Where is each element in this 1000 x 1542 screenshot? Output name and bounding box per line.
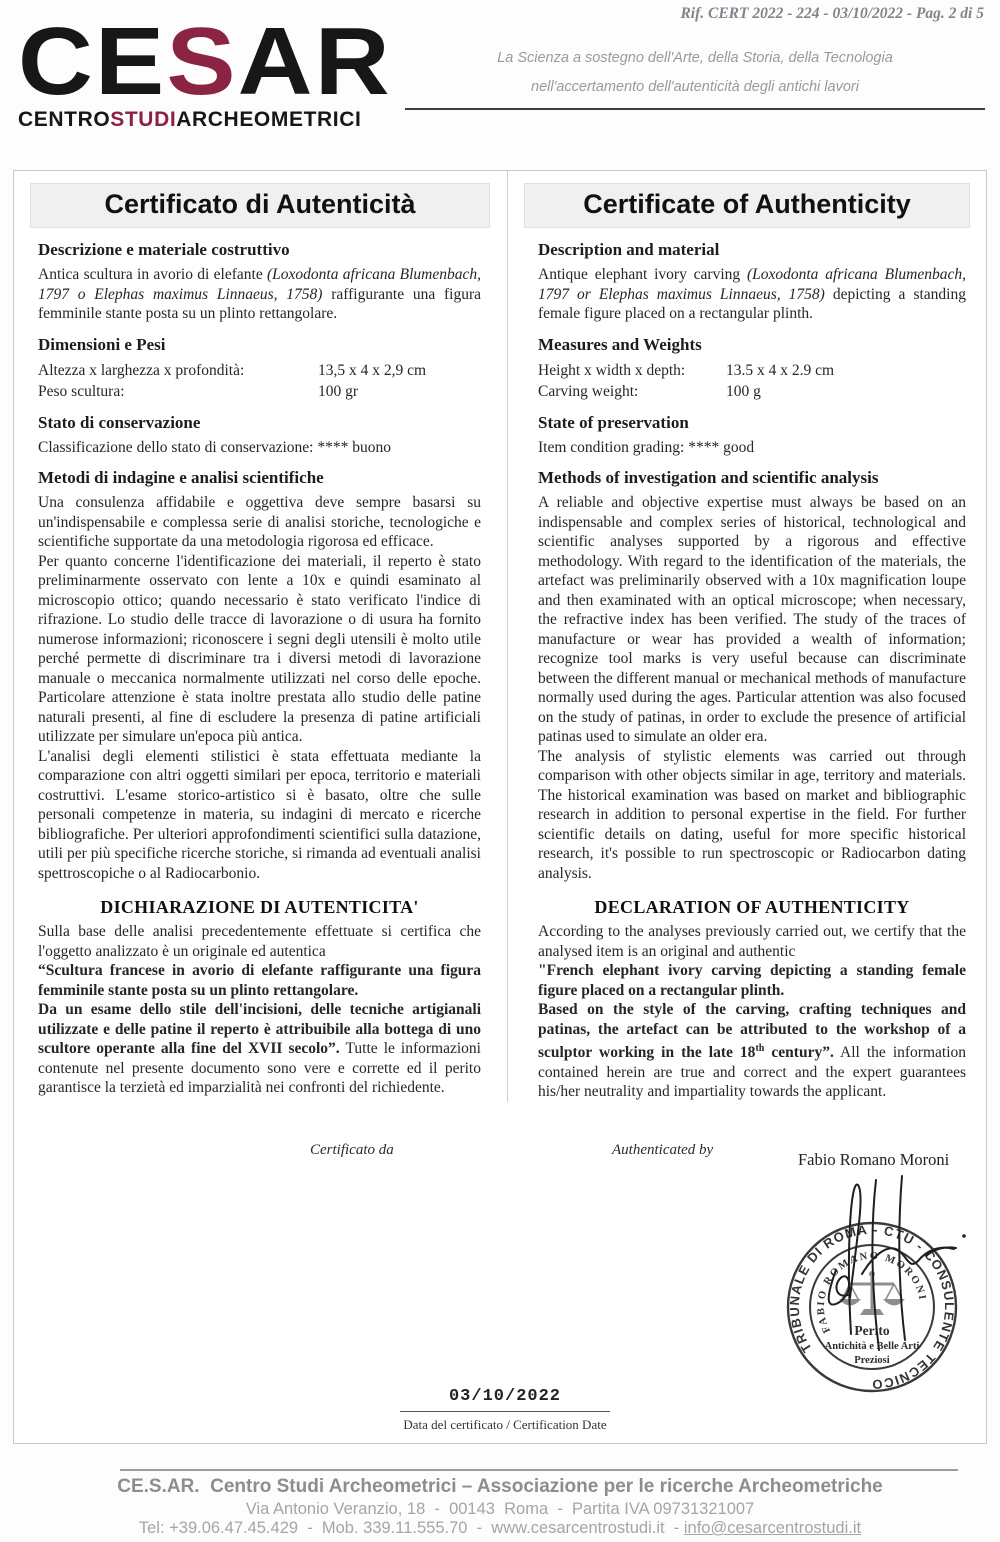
logo-sub-archeometrici: ARCHEOMETRICI [176, 108, 362, 132]
heading-metodi: Metodi di indagine e analisi scientifiche [38, 468, 324, 487]
carving-weight-value: 100 g [726, 382, 761, 400]
signature-scribble [806, 1152, 976, 1372]
paragraph-description: Antique elephant ivory carving (Loxodonta africana Blumenbach, 1797 or Elephas maximus Linnaeus, 1758) depicting a standing female figure placed on a rectangular plinth. [538, 266, 966, 322]
heading-stato: Stato di conservazione [38, 412, 201, 432]
paragraph-declaration-1: According to the analyses previously carried out, we certify that the analysed item is an original and authentic [538, 923, 966, 960]
stamp-title: Perito [854, 1323, 890, 1338]
footer-phone: Tel: +39.06.47.45.429 - Mob. 339.11.555.70 - [138, 1519, 492, 1537]
heading-dichiarazione: DICHIARAZIONE DI AUTENTICITA' [100, 897, 419, 917]
carving-weight-label: Carving weight: [538, 382, 639, 400]
stamp-subtitle: Antichità e Belle Arti [824, 1341, 920, 1352]
certified-by-label: Certificato da [310, 1142, 394, 1158]
paragraph-metodi-1: Una consulenza affidabile e oggettiva deve sempre basarsi su un'indispensabile e complessa serie di analisi storiche, tecnologiche e scientifiche supportate da una metodologia rigorosa ed efficace. [38, 494, 481, 550]
logo-sub-centro: CENTRO [18, 108, 111, 132]
footer-website: www.cesarcentrostudi.it [491, 1519, 665, 1537]
measure-value: 13.5 x 4 x 2.9 cm [726, 361, 835, 379]
two-column-area [14, 171, 986, 1102]
stamp-arc-text: FABIO ROMANO MORONI [815, 1250, 928, 1335]
carving-weight-row [538, 381, 966, 402]
paragraph-declaration-2: "French elephant ivory carving depicting a standing female figure placed on a rectangular plinth. [538, 962, 966, 999]
logo-sub-studi: STUDI [110, 108, 177, 132]
footer-address: Via Antonio Veranzio, 18 - 00143 Roma - Partita IVA 09731321007 [245, 1500, 755, 1518]
tagline-line-2: nell'accertamento dell'autenticità degli antichi lavori [531, 79, 859, 95]
paragraph-metodi-2: Per quanto concerne l'identificazione dei materiali, il reperto è stato preliminarmente osservato con lente a 10x e quindi esaminato al microscopio ottico; quando necessario è stato verificato l'indice di rifrazione. Lo studio delle tracce di lavorazione o di usura ha fornito numerose informazioni; riconoscere i segni degli utensili è molto utile perché permette di discriminare tra i diversi metodi di lavorazione manuale o meccanica normalmente utilizzati nel corso delle epoche. Particolare attenzione è stata inoltre prestata allo studio delle patine naturali presenti, al fine di escludere la presenza di patine artificiali utilizzate per simulare un'epoca più antica. [38, 552, 481, 745]
paragraph-methods-1: A reliable and objective expertise must always be based on an indispensable and complex series of historical, technological and scientific analyses supported by a rigorous and effective methodology. With regard to the identification of the materials, the artefact was preliminarily observed with a 10x magnification loupe and then examinated with an optical microscope; when necessary, the refractive index has been verified. The study of the traces of manufacture or wear has provided a wealth of information; recognize tool marks is very useful because can discriminate between the different manual or mechanical methods of manufacture normally used during the ages. Particular attention was also focused on the study of patinas, in order to exclude the presence of artificial patinas used to simulate an older era. [538, 494, 966, 745]
tagline-line-1: La Scienza a sostegno dell'Arte, della Storia, della Tecnologia [497, 50, 893, 66]
cesar-logo [18, 8, 392, 132]
column-english [508, 171, 986, 1102]
certification-date: 03/10/2022 [448, 1387, 562, 1406]
measure-row [538, 360, 966, 381]
title-italian: Certificato di Autenticità [30, 183, 490, 228]
heading-preservation: State of preservation [538, 412, 689, 432]
logo-part-ar: AR [237, 8, 392, 115]
paragraph-metodi-3: L'analisi degli elementi stilistici è stata effettuata mediante la comparazione con altri oggetti similari per epoca, territorio e materiali costruttivi. L'esame storico-artistico si è basato, oltre che sulle personali competenze in materia, su indagini di mercato e ricerche bibliografiche. Per ulteriori approfondimenti scientifici sulla datazione, utili per più specifiche ricerche storiche, si rimanda ad eventuali analisi spettroscopiche o al Radiocarbonio. [38, 747, 481, 882]
measure-label: Height x width x depth: [538, 361, 686, 379]
paragraph-stato: Classificazione dello stato di conservazione: **** buono [38, 438, 391, 456]
stamp-subtitle-2: Preziosi [854, 1355, 890, 1366]
dimension-row [38, 360, 481, 381]
expert-name: Fabio Romano Moroni [798, 1150, 950, 1169]
weight-label: Peso scultura: [38, 382, 125, 400]
dimension-value: 13,5 x 4 x 2,9 cm [318, 361, 427, 379]
document-reference: Rif. CERT 2022 - 224 - 03/10/2022 - Pag. 2 di 5 [680, 5, 984, 22]
paragraph-dichiarazione-2: “Scultura francese in avorio di elefante raffigurante una figura femminile stante posta su un plinto rettangolare. [38, 962, 481, 999]
date-caption: Data del certificato / Certification Date [403, 1417, 607, 1432]
logo-part-ce: CE [18, 8, 167, 115]
paragraph-dichiarazione-3: Da un esame dello stile dell'incisioni, delle tecniche artigianali utilizzate e delle patine il reperto è attribuibile alla bottega di uno scultore operante alla fine del XVII secolo”. Tutte le informazioni contenute nel presente documento sono vere e corrette ed il perito garantisce la terzietà ed imparzialità nei confronti del richiedente. [38, 1001, 481, 1096]
paragraph-preservation: Item condition grading: **** good [538, 438, 755, 456]
header-tagline [405, 50, 985, 110]
footer-organization: CE.S.AR. Centro Studi Archeometrici – Associazione per le ricerche Archeometriche [117, 1476, 883, 1497]
paragraph-methods-2: The analysis of stylistic elements was carried out through comparison with other objects similar in age, territory and materials. The historical examination was based on market and bibliographic research in addition to personal expertise in the field. For further scientific details on dating, useful for more specific historical research, it's possible to run spectroscopic or Radiocarbon dating analysis. [538, 747, 966, 882]
footer-email-link[interactable]: info@cesarcentrostudi.it [683, 1519, 862, 1537]
heading-measures: Measures and Weights [538, 334, 702, 354]
footer-contacts [0, 1519, 1000, 1538]
paragraph-descrizione: Antica scultura in avorio di elefante (Loxodonta africana Blumenbach, 1797 o Elephas maximus Linnaeus, 1758) raffigurante una figura femminile stante posta su un plinto rettangolare. [38, 266, 481, 322]
heading-descrizione: Descrizione e materiale costruttivo [38, 240, 290, 259]
logo-part-s: S [166, 8, 238, 115]
date-underline [400, 1411, 610, 1412]
stamp-ring-text: TRIBUNALE DI ROMA - CTU - CONSULENTE TECNICO [786, 1221, 958, 1393]
column-italian [14, 171, 508, 1102]
heading-dimensioni: Dimensioni e Pesi [38, 334, 166, 354]
footer-separator: - [664, 1519, 684, 1537]
certificate-body [13, 170, 987, 1444]
weight-value: 100 gr [318, 382, 359, 400]
paragraph-dichiarazione-1: Sulla base delle analisi precedentemente effettuate si certifica che l'oggetto analizzato è un originale ed autentica [38, 923, 481, 960]
paragraph-declaration-3: Based on the style of the carving, crafting techniques and patinas, the artefact can be attributed to the workshop of a sculptor working in the late 18th century”. All the information contained herein are true and correct and the expert guarantees his/her neutrality and impartiality towards the applicant. [538, 1001, 966, 1101]
certification-date-block [330, 1387, 680, 1433]
heading-description: Description and material [538, 240, 720, 259]
dimension-label: Altezza x larghezza x profondità: [38, 361, 245, 379]
authenticated-by-label: Authenticated by [612, 1142, 714, 1158]
heading-declaration: DECLARATION OF AUTHENTICITY [594, 897, 910, 917]
weight-row [38, 381, 481, 402]
heading-methods: Methods of investigation and scientific analysis [538, 468, 879, 487]
footer-divider [120, 1469, 958, 1471]
logo-wordmark [18, 8, 392, 115]
title-english: Certificate of Authenticity [524, 183, 970, 228]
